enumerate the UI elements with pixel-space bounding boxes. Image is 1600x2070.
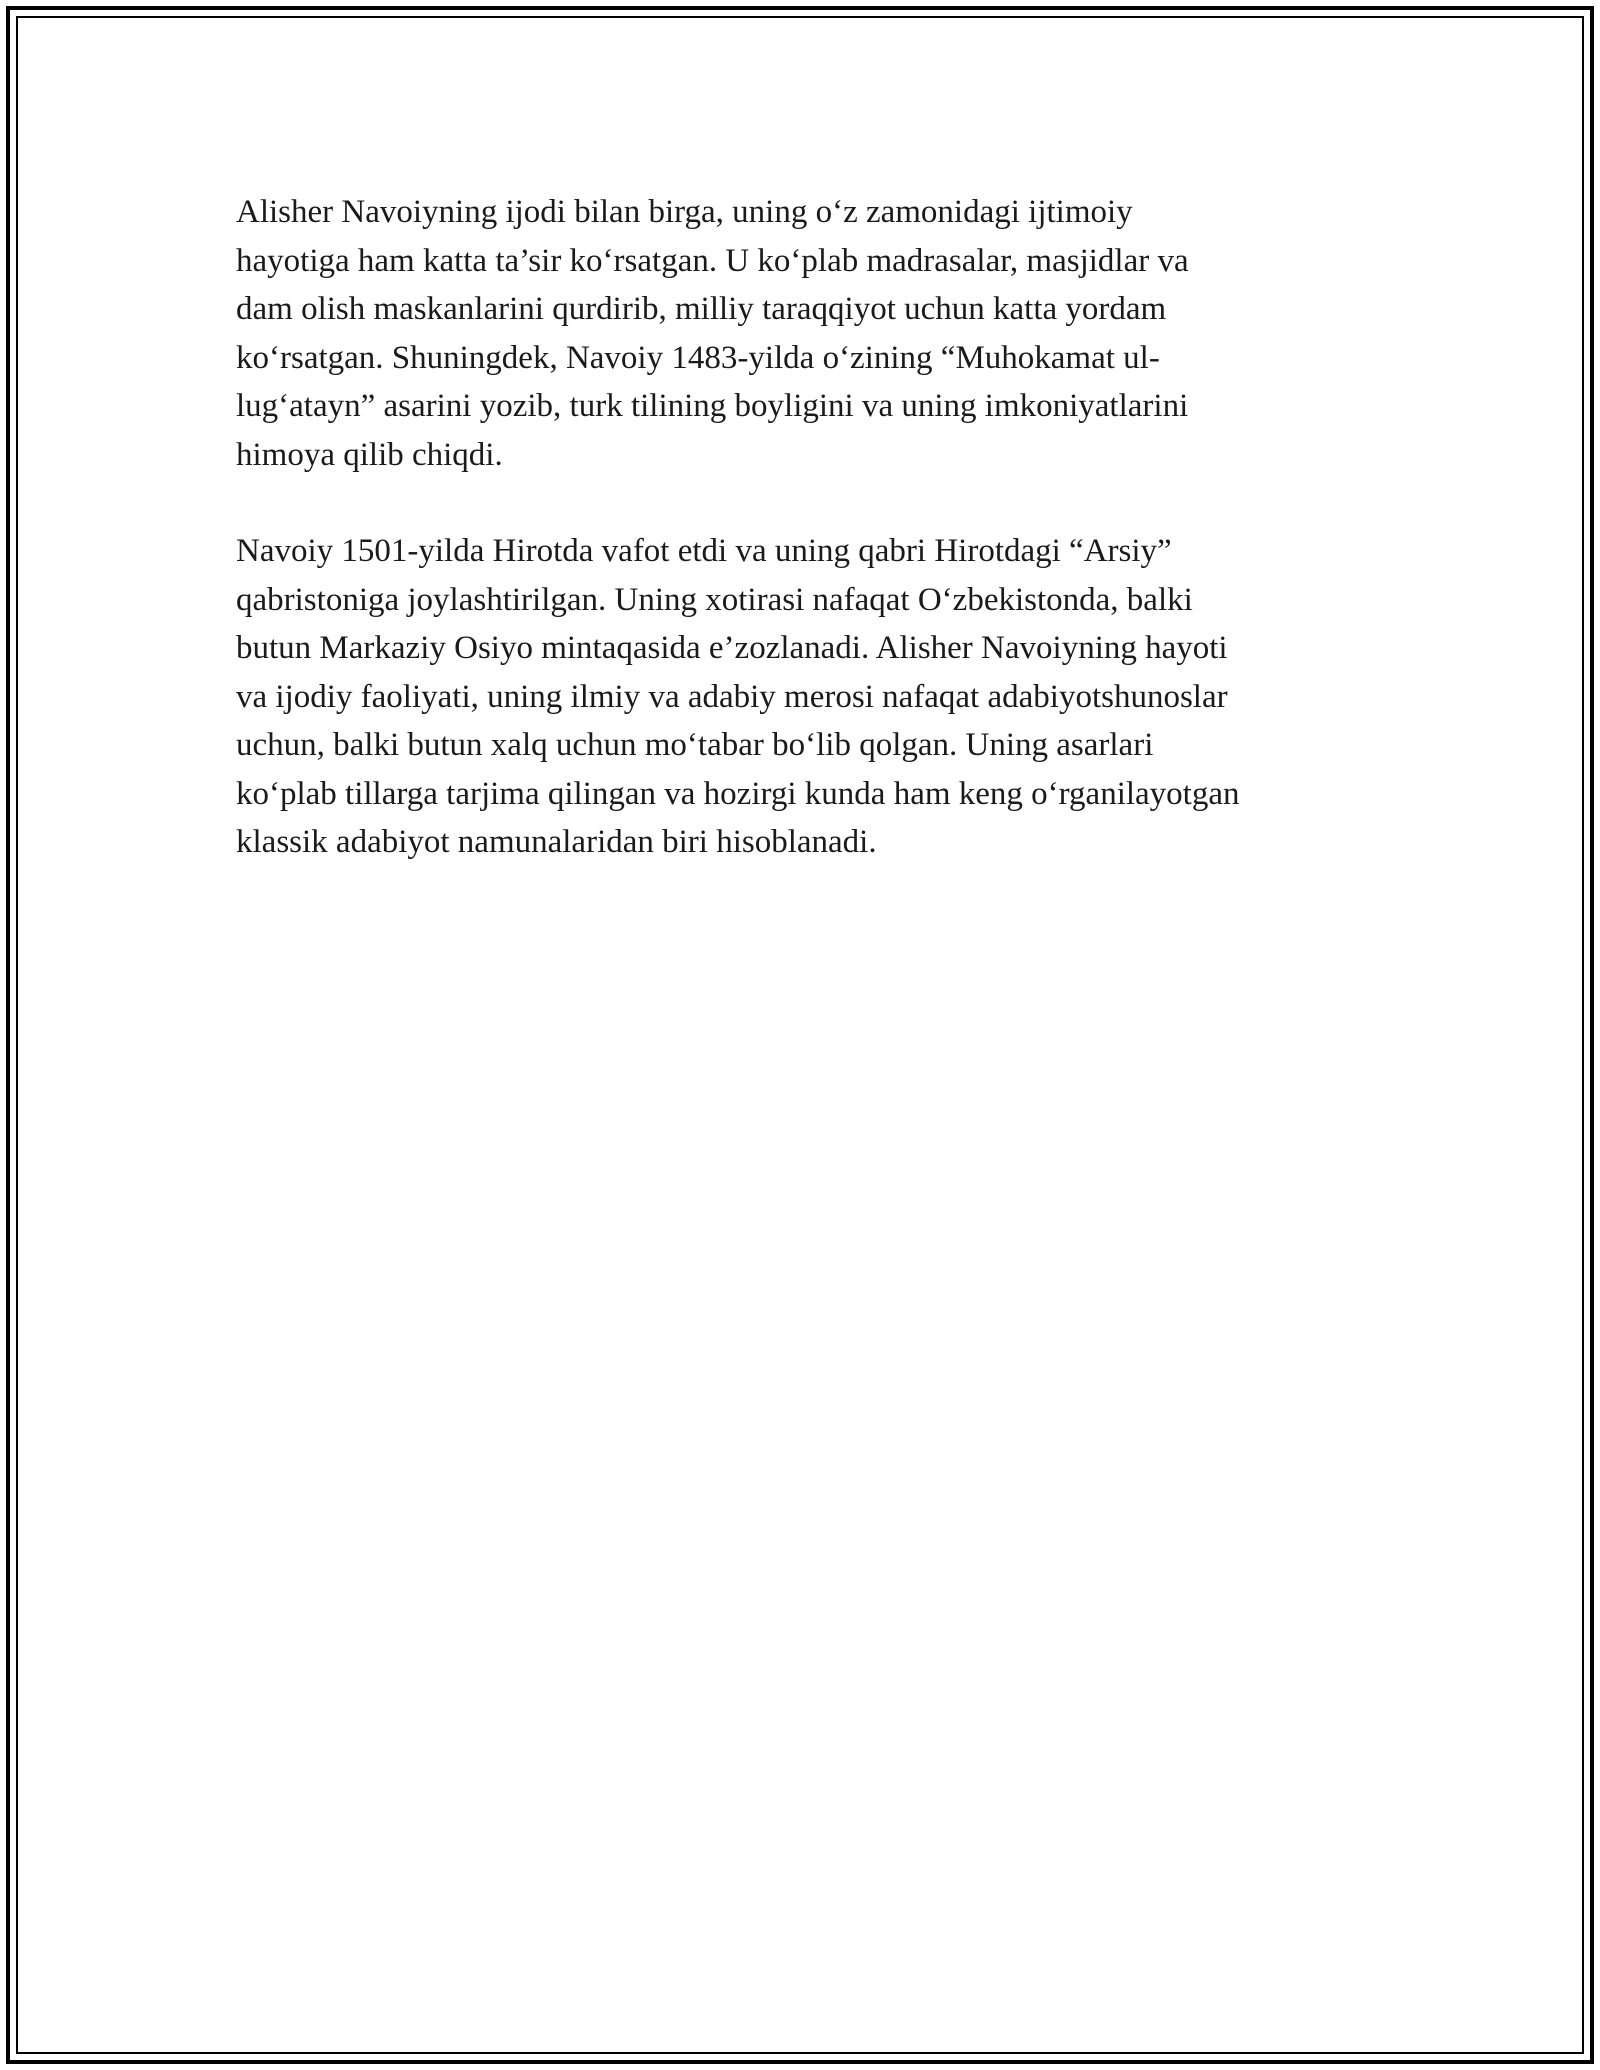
paragraph-line: ko‘rsatgan. Shuningdek, Navoiy 1483-yilda o‘zining “Muhokamat ul-: [236, 339, 1160, 376]
paragraph-line: himoya qilib chiqdi.: [236, 436, 503, 473]
paragraph-line: lug‘atayn” asarini yozib, turk tilining boyligini va uning imkoniyatlarini: [236, 388, 1189, 424]
paragraph-line: uchun, balki butun xalq uchun mo‘tabar bo‘lib qolgan. Uning asarlari: [236, 727, 1154, 763]
paragraph-line: ko‘plab tillarga tarjima qilingan va hozirgi kunda ham keng o‘rganilayotgan: [236, 775, 1240, 812]
paragraph-line: Navoiy 1501-yilda Hirotda vafot etdi va uning qabri Hirotdagi “Arsiy”: [236, 533, 1172, 569]
paragraph-line: dam olish maskanlarini qurdirib, milliy taraqqiyot uchun katta yordam: [236, 291, 1167, 327]
paragraph-line: Alisher Navoiyning ijodi bilan birga, uning o‘z zamonidagi ijtimoiy: [236, 194, 1133, 230]
paragraph-line: qabristoniga joylashtirilgan. Uning xotirasi nafaqat O‘zbekistonda, balki: [236, 581, 1193, 618]
paragraph-1: [236, 188, 1366, 479]
paragraph-line: va ijodiy faoliyati, uning ilmiy va adabiy merosi nafaqat adabiyotshunoslar: [236, 678, 1228, 715]
paragraph-line: hayotiga ham katta ta’sir ko‘rsatgan. U ko‘plab madrasalar, masjidlar va: [236, 242, 1189, 279]
document-body: [236, 188, 1366, 867]
paragraph-2: [236, 527, 1366, 867]
paragraph-line: klassik adabiyot namunalaridan biri hisoblanadi.: [236, 824, 877, 860]
paragraph-line: butun Markaziy Osiyo mintaqasida e’zozlanadi. Alisher Navoiyning hayoti: [236, 630, 1228, 666]
